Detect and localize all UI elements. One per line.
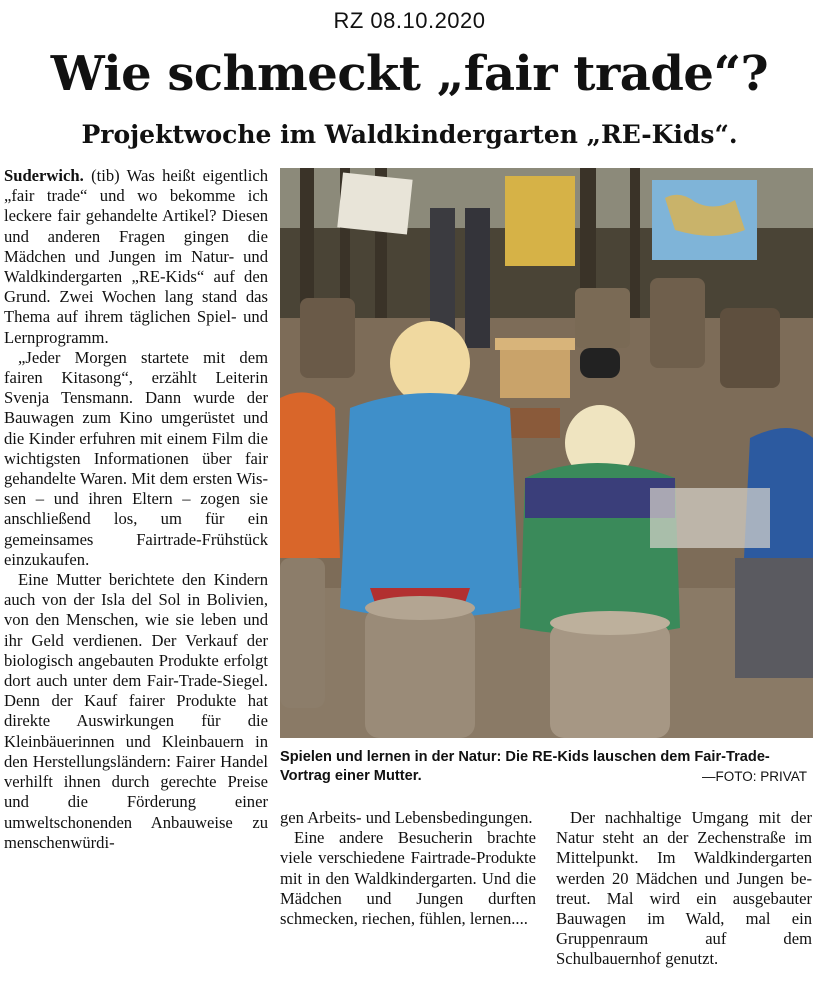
- article-paragraph: „Jeder Morgen startete mit dem fairen Kitasong“, erzählt Leiterin Svenja Tensmann. Dann wurde der Bauwagen zum Kino umgerüstet und die Kinder erfuhren mit einem Film die wichtigsten Informationen über fair gehandelte Waren. Mit dem ersten Wissen – und ihren Eltern – zogen sie anschließend los, um für ein gemeinsames Fairtrade-Frühstück einzukaufen.: [4, 347, 268, 569]
- headline: Wie schmeckt „fair trade“?: [50, 46, 769, 102]
- photo-caption: [280, 748, 813, 786]
- article-paragraph: [4, 166, 268, 348]
- dateline: RZ 08.10.2020: [333, 8, 486, 33]
- article-column-1: [4, 166, 268, 853]
- article-photo: [280, 168, 813, 738]
- lead-place: Suderwich.: [4, 166, 84, 185]
- article-paragraph: Eine Mutter berichtete den Kindern auch von der Isla del Sol in Bolivien, von den Menschen, wie sie leben und ihr Geld verdienen. Der Verkauf der biologisch angebauten Produkte erfolgt dort auch unter dem Fair-Trade-Siegel. Denn der Kauf fairer Produkte hat direkte Auswirkungen für die Kleinbäuerinnen und Kleinbauern in den Herstellungsländern: Fairer Handel verhilft ihnen durch gerechte Preise und die Förderung einer umweltschonenden Anbauweise zu menschenwürdi-: [4, 570, 268, 852]
- article-paragraph: Der nachhaltige Umgang mit der Natur steht an der Zechenstraße im Mittelpunkt. Im Waldkindergarten werden 20 Mädchen und Jungen betreut. Mal wird ein ausgebauter Bauwagen im Wald, mal ein Gruppenraum auf dem Schulbauernhof genutzt.: [556, 808, 812, 969]
- article-paragraph: Eine andere Besucherin brachte viele verschiedene Fairtrade-Produkte mit in den Waldkindergarten. Und die Mädchen und Jungen durften schmecken, riechen, fühlen, lernen....: [280, 828, 536, 929]
- article-paragraph: gen Arbeits- und Lebensbedingungen.: [280, 808, 533, 827]
- paragraph-text: (tib) Was heißt eigentlich „fair trade“ und wo bekomme ich leckere fair gehandelte Artikel? Diesen und anderen Fragen gingen die Mädchen und Jungen im Natur- und Waldkindergarten „RE-Kids“ auf den Grund. Zwei Wochen lang stand das Thema auf ihrem täglichen Spiel- und Lernprogramm.: [4, 166, 268, 347]
- photo-credit: —FOTO: PRIVAT: [701, 769, 807, 784]
- article-column-3: [556, 808, 812, 970]
- caption-text: Spielen und lernen in der Natur: Die RE-Kids lauschen dem Fair-Trade-Vortrag einer Mutter.: [280, 749, 770, 784]
- subheadline: Projektwoche im Waldkindergarten „RE-Kids“.: [81, 120, 738, 149]
- article-column-2: [280, 808, 536, 929]
